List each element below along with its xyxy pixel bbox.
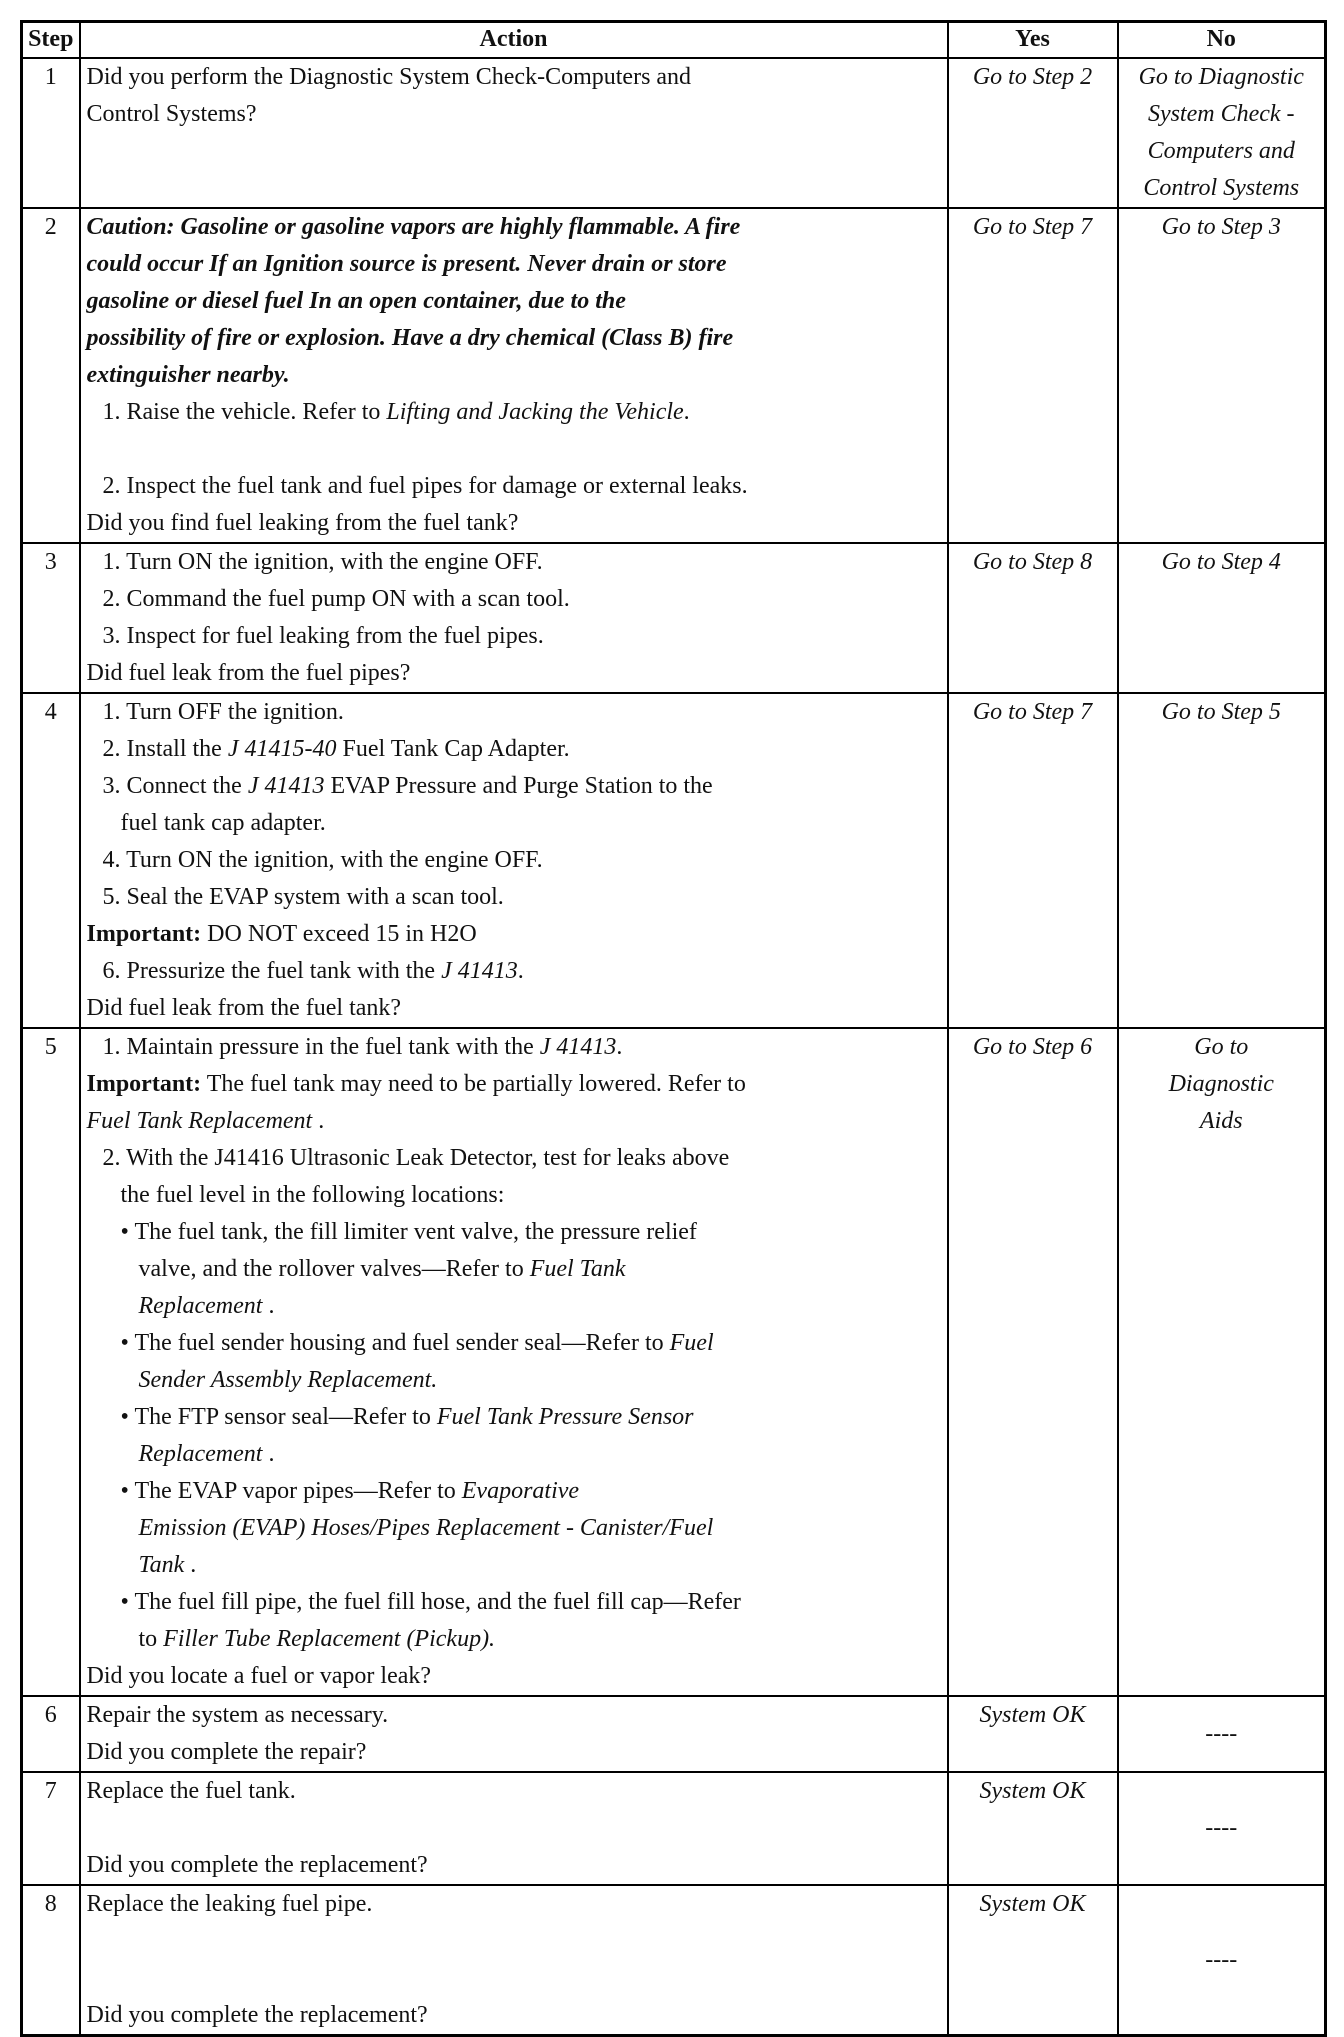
procedure-item: 1. Turn ON the ignition, with the engine OFF. xyxy=(102,549,543,575)
reference-link[interactable]: Fuel Tank Pressure Sensor xyxy=(436,1404,694,1430)
important-text: DO NOT exceed 15 in H2O xyxy=(201,921,477,947)
bullet-item-continued xyxy=(87,1621,941,1658)
item-text: to xyxy=(138,1626,164,1652)
yes-cell: Go to Step 2 xyxy=(948,58,1118,208)
yes-cell: System OK xyxy=(948,1696,1118,1772)
reference-link[interactable]: Fuel Tank xyxy=(529,1256,626,1282)
procedure-item: 5. Seal the EVAP system with a scan tool. xyxy=(102,884,504,910)
procedure-item xyxy=(87,731,941,768)
bullet-item-continued xyxy=(87,1288,941,1325)
important-label: Important: xyxy=(86,1071,202,1097)
item-text: EVAP Pressure and Purge Station to the xyxy=(324,773,713,799)
action-cell xyxy=(80,1028,948,1696)
reference-link[interactable]: Sender Assembly Replacement. xyxy=(138,1367,438,1393)
tool-reference: J 41413 xyxy=(539,1034,617,1060)
item-text: . xyxy=(262,1441,275,1467)
step-number: 7 xyxy=(22,1772,80,1885)
reference-link[interactable]: Filler Tube Replacement (Pickup). xyxy=(163,1626,496,1652)
no-cell: Go to Diagnostic System Check - Computers and Control Systems xyxy=(1118,58,1326,208)
tool-reference: J 41413 xyxy=(441,958,518,984)
item-text: 1. Raise the vehicle. Refer to xyxy=(102,399,387,425)
question: Did you complete the replacement? xyxy=(86,1852,428,1878)
bullet-item xyxy=(87,1325,941,1362)
table-row-step-5 xyxy=(22,1028,1326,1696)
diagnostic-table-container xyxy=(20,20,1324,2037)
important-label: Important: xyxy=(86,921,202,947)
procedure-item xyxy=(87,768,941,805)
procedure-item: 4. Turn ON the ignition, with the engine OFF. xyxy=(102,847,543,873)
reference-link[interactable]: Replacement xyxy=(138,1441,263,1467)
step-number: 4 xyxy=(22,693,80,1028)
reference-link[interactable]: Fuel Tank Replacement xyxy=(86,1108,313,1134)
no-cell: ---- xyxy=(1118,1696,1326,1772)
header-yes: Yes xyxy=(948,22,1118,59)
question: Did fuel leak from the fuel tank? xyxy=(86,995,402,1021)
bullet-item-continued xyxy=(87,1510,941,1547)
item-text: . xyxy=(184,1552,197,1578)
step-number: 5 xyxy=(22,1028,80,1696)
procedure-item-continued: the fuel level in the following locations: xyxy=(120,1182,505,1208)
procedure-item: 2. Inspect the fuel tank and fuel pipes for damage or external leaks. xyxy=(102,473,748,499)
yes-cell: Go to Step 7 xyxy=(948,208,1118,543)
yes-cell: System OK xyxy=(948,1772,1118,1885)
action-line: Did you perform the Diagnostic System Check-Computers and xyxy=(86,64,692,90)
step-number: 3 xyxy=(22,543,80,693)
item-text: . xyxy=(262,1293,275,1319)
no-cell: Go to Diagnostic Aids xyxy=(1118,1028,1326,1696)
step-number: 2 xyxy=(22,208,80,543)
header-step: Step xyxy=(22,22,80,59)
reference-link[interactable]: Emission (EVAP) Hoses/Pipes Replacement - Canister/Fuel xyxy=(138,1515,714,1541)
caution-line: possibility of fire or explosion. Have a dry chemical (Class B) fire xyxy=(86,325,734,351)
item-text: . xyxy=(683,399,690,425)
no-cell: ---- xyxy=(1118,1885,1326,2036)
caution-line: Caution: Gasoline or gasoline vapors are highly flammable. A fire xyxy=(86,214,741,240)
procedure-item: 2. Command the fuel pump ON with a scan tool. xyxy=(102,586,570,612)
no-cell: ---- xyxy=(1118,1772,1326,1885)
bullet-item xyxy=(87,1473,941,1510)
table-row-step-3 xyxy=(22,543,1326,693)
action-cell xyxy=(80,1772,948,1885)
action-cell xyxy=(80,543,948,693)
item-text: . xyxy=(517,958,524,984)
important-note xyxy=(87,916,941,953)
procedure-item xyxy=(87,1029,941,1066)
caution-line: extinguisher nearby. xyxy=(86,362,290,388)
item-text: Fuel Tank Cap Adapter. xyxy=(336,736,570,762)
header-action: Action xyxy=(80,22,948,59)
bullet-item-continued xyxy=(87,1436,941,1473)
reference-link[interactable]: Lifting and Jacking the Vehicle xyxy=(386,399,684,425)
step-number: 1 xyxy=(22,58,80,208)
yes-cell: Go to Step 7 xyxy=(948,693,1118,1028)
question: Did you complete the repair? xyxy=(86,1739,367,1765)
item-text: 2. Install the xyxy=(102,736,228,762)
action-line: Replace the leaking fuel pipe. xyxy=(86,1891,373,1917)
yes-cell: System OK xyxy=(948,1885,1118,2036)
item-text: . xyxy=(312,1108,325,1134)
important-note xyxy=(87,1066,941,1103)
reference-link[interactable]: Evaporative xyxy=(461,1478,580,1504)
item-text: . xyxy=(616,1034,623,1060)
procedure-item: 1. Turn OFF the ignition. xyxy=(102,699,344,725)
action-cell xyxy=(80,1885,948,2036)
no-cell: Go to Step 5 xyxy=(1118,693,1326,1028)
step-number: 6 xyxy=(22,1696,80,1772)
item-text: • The FTP sensor seal—Refer to xyxy=(120,1404,437,1430)
question: Did you complete the replacement? xyxy=(86,2002,428,2028)
no-cell: Go to Step 4 xyxy=(1118,543,1326,693)
item-text: • The EVAP vapor pipes—Refer to xyxy=(120,1478,462,1504)
item-text: • The fuel sender housing and fuel sender seal—Refer to xyxy=(120,1330,670,1356)
procedure-item: 2. With the J41416 Ultrasonic Leak Detector, test for leaks above xyxy=(102,1145,730,1171)
procedure-item xyxy=(87,953,941,990)
bullet-item-continued xyxy=(87,1547,941,1584)
bullet-item-continued xyxy=(87,1251,941,1288)
item-text: 1. Maintain pressure in the fuel tank with the xyxy=(102,1034,540,1060)
table-row-step-6 xyxy=(22,1696,1326,1772)
procedure-item-continued: fuel tank cap adapter. xyxy=(120,810,326,836)
caution-line: gasoline or diesel fuel In an open container, due to the xyxy=(86,288,626,314)
diagnostic-table xyxy=(20,20,1327,2037)
question: Did you find fuel leaking from the fuel tank? xyxy=(86,510,519,536)
bullet-item: • The fuel fill pipe, the fuel fill hose, and the fuel fill cap—Refer xyxy=(120,1589,741,1615)
item-text: 3. Connect the xyxy=(102,773,248,799)
tool-reference: J 41413 xyxy=(247,773,325,799)
table-row-step-8 xyxy=(22,1885,1326,2036)
bullet-item xyxy=(87,1399,941,1436)
bullet-item-continued xyxy=(87,1362,941,1399)
reference-link[interactable]: Tank xyxy=(138,1552,185,1578)
header-row xyxy=(22,22,1326,59)
bullet-item: • The fuel tank, the fill limiter vent valve, the pressure relief xyxy=(120,1219,697,1245)
table-row-step-2 xyxy=(22,208,1326,543)
step-number: 8 xyxy=(22,1885,80,2036)
procedure-item: 3. Inspect for fuel leaking from the fuel pipes. xyxy=(102,623,544,649)
yes-cell: Go to Step 8 xyxy=(948,543,1118,693)
item-text: valve, and the rollover valves—Refer to xyxy=(138,1256,530,1282)
action-line: Control Systems? xyxy=(86,101,257,127)
action-cell xyxy=(80,208,948,543)
action-cell xyxy=(80,58,948,208)
question: Did fuel leak from the fuel pipes? xyxy=(86,660,411,686)
important-note-continued xyxy=(87,1103,941,1140)
table-row-step-7 xyxy=(22,1772,1326,1885)
action-cell xyxy=(80,1696,948,1772)
table-row-step-4 xyxy=(22,693,1326,1028)
yes-cell: Go to Step 6 xyxy=(948,1028,1118,1696)
important-text: The fuel tank may need to be partially lowered. Refer to xyxy=(201,1071,746,1097)
reference-link[interactable]: Fuel xyxy=(669,1330,714,1356)
caution-line: could occur If an Ignition source is present. Never drain or store xyxy=(86,251,727,277)
action-cell xyxy=(80,693,948,1028)
procedure-item xyxy=(87,394,941,431)
action-line: Replace the fuel tank. xyxy=(86,1778,296,1804)
table-row-step-1 xyxy=(22,58,1326,208)
item-text: 6. Pressurize the fuel tank with the xyxy=(102,958,442,984)
action-line: Repair the system as necessary. xyxy=(86,1702,389,1728)
reference-link[interactable]: Replacement xyxy=(138,1293,263,1319)
question: Did you locate a fuel or vapor leak? xyxy=(86,1663,432,1689)
tool-reference: J 41415-40 xyxy=(227,736,337,762)
header-no: No xyxy=(1118,22,1326,59)
no-cell: Go to Step 3 xyxy=(1118,208,1326,543)
